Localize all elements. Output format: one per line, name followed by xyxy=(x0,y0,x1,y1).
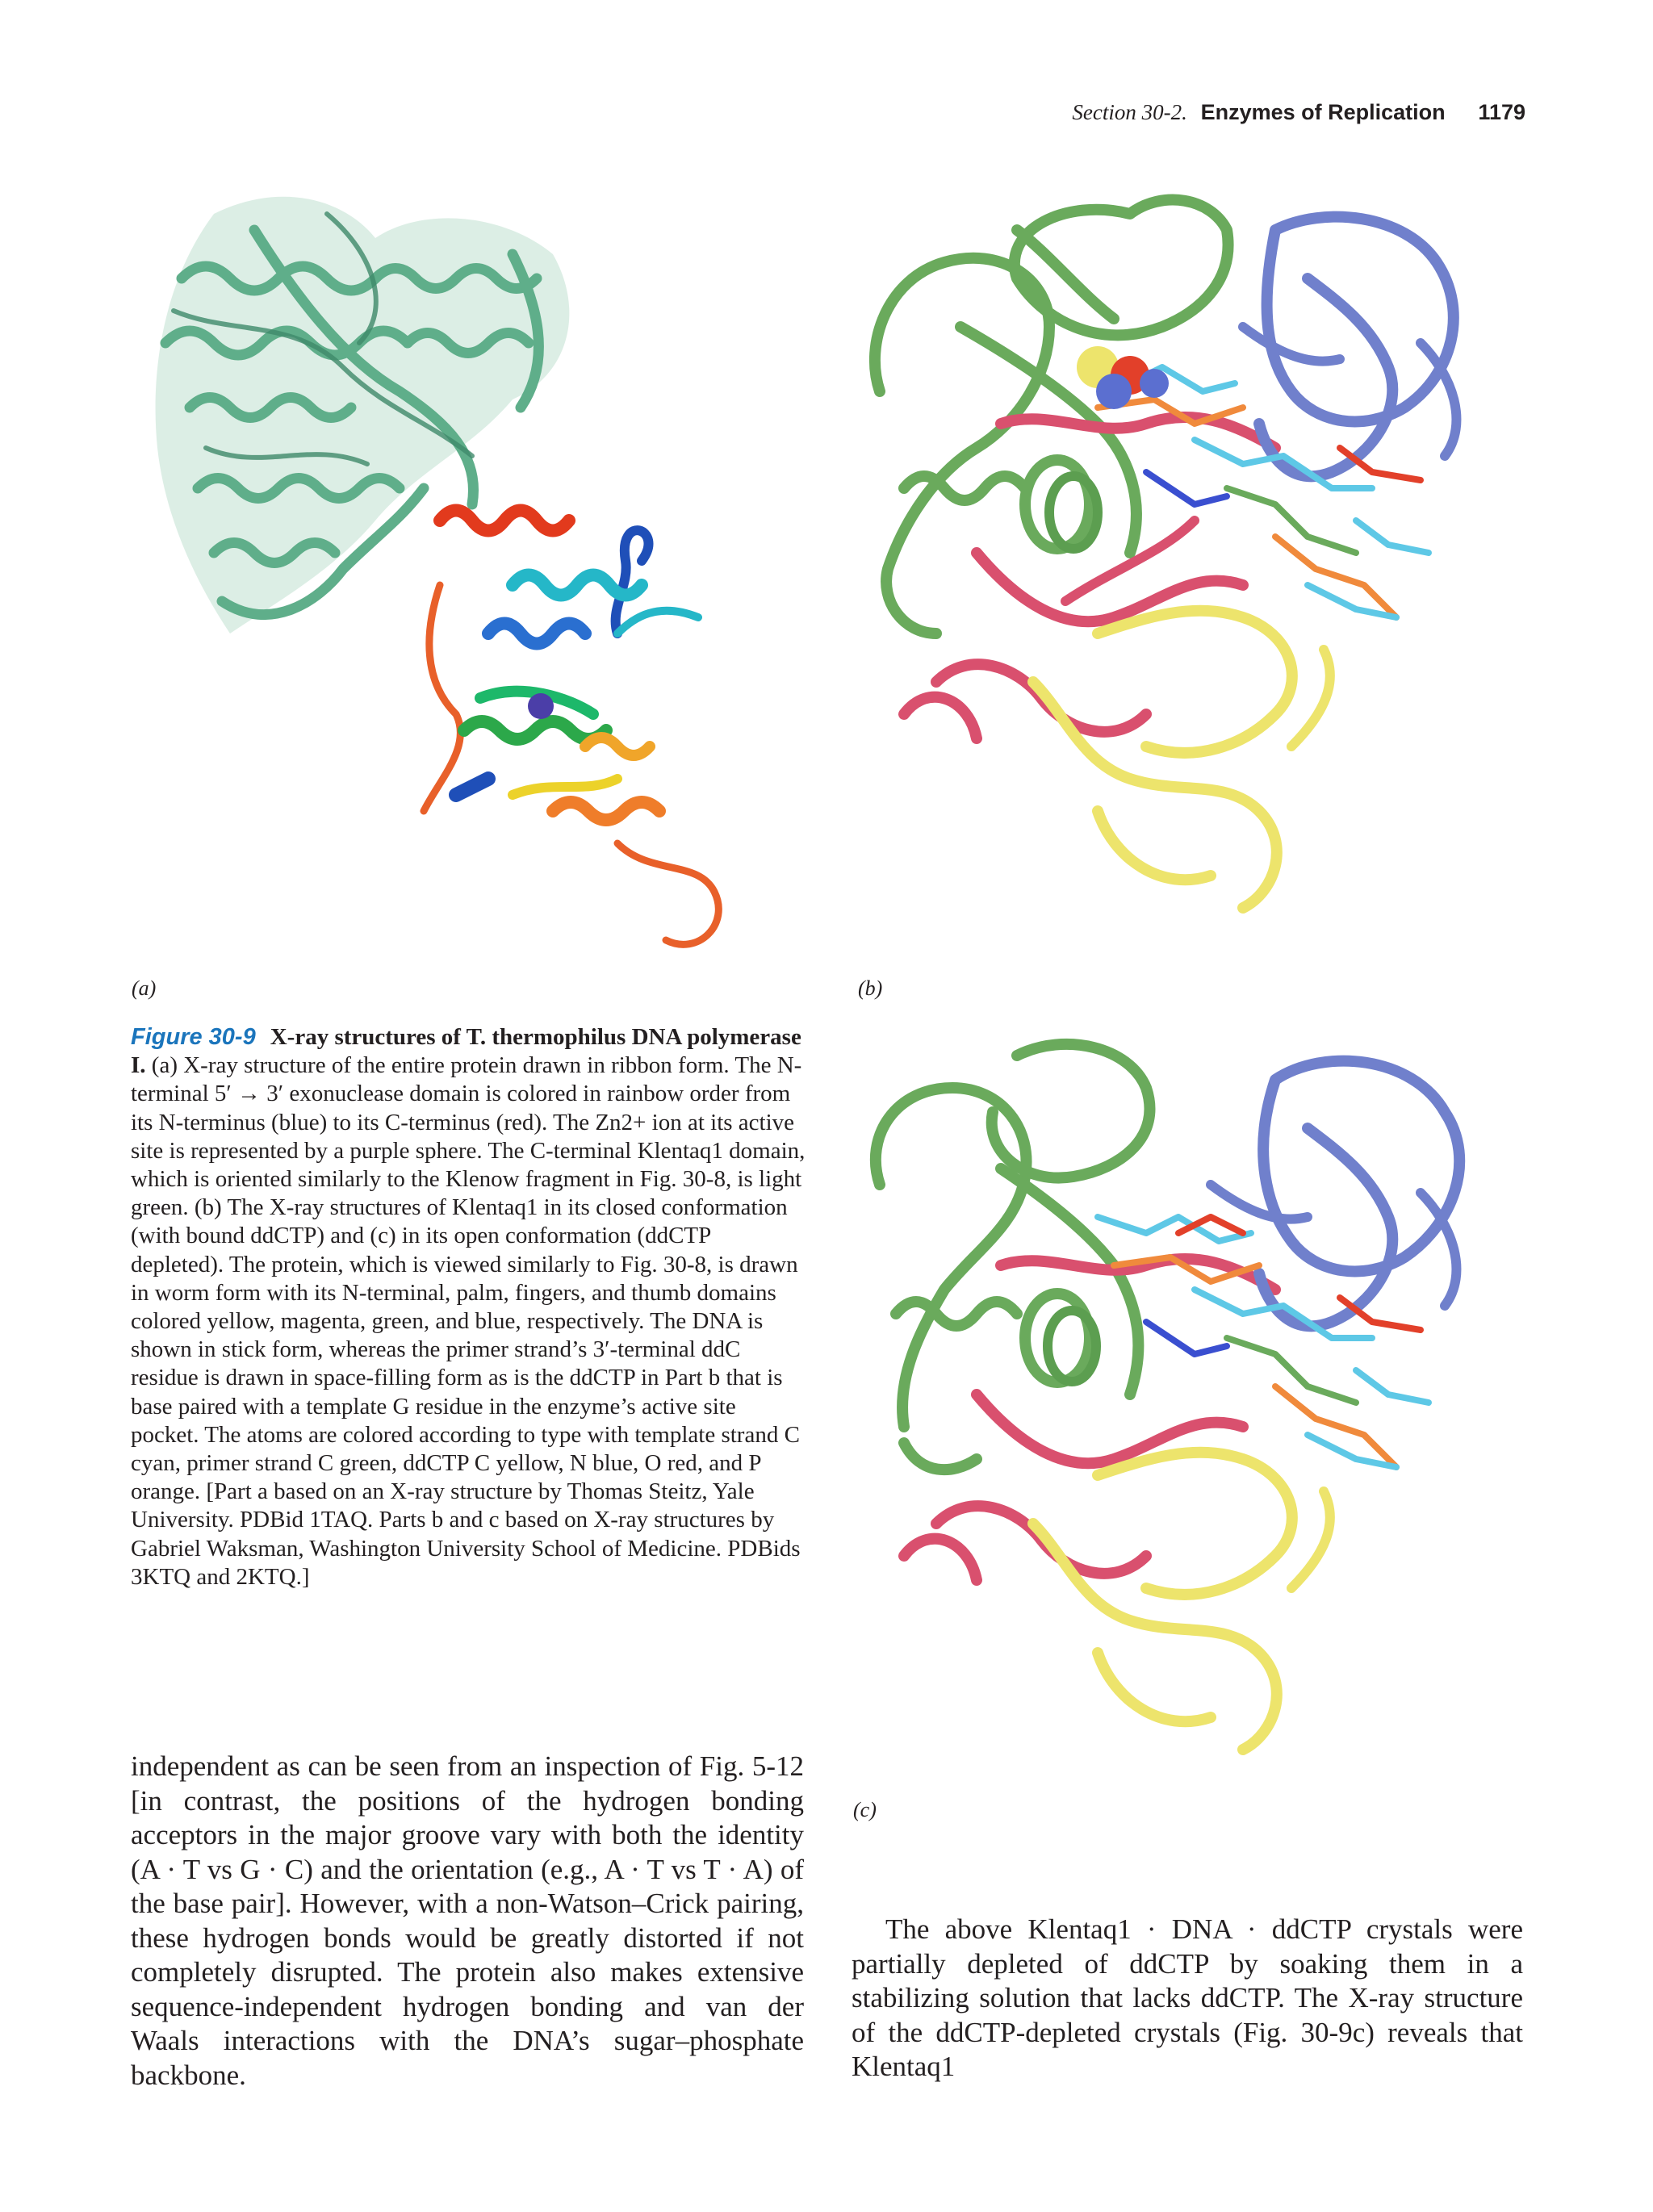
panel-b-label: (b) xyxy=(858,976,883,1000)
figure-panel-a xyxy=(133,182,811,989)
figure-caption-label: Figure 30-9 xyxy=(131,1024,256,1050)
body-text-left-column: independent as can be seen from an inspection of Fig. 5-12 [in contrast, the positions of the hydrogen bonding acceptors in the major groove vary with both the identity (A · T vs G · C) and the orientation (e.g., A · T vs T · A) of the base pair]. However, with a non-Watson–Crick pairing, these hydrogen bonds would be greatly distorted if not completely disrupted. The protein also makes extensive sequence-independent hydrogen bonding and van der Waals interactions with the DNA’s sugar–phosphate backbone. xyxy=(131,1750,804,2091)
figure-panel-b xyxy=(856,182,1501,981)
worm-structure-closed-image xyxy=(856,182,1501,981)
ribbon-structure-image xyxy=(133,182,811,989)
page-number: 1179 xyxy=(1478,100,1525,124)
figure-caption-body: (a) X-ray structure of the entire protein drawn in ribbon form. The N-terminal 5′ → 3′ exonuclease domain is colored in rainbow order from its N-terminus (blue) to its C-terminus (red). The Zn2+ ion at its active site is represented by a purple sphere. The C-terminal Klentaq1 domain, which is oriented similarly to the Klenow fragment in Fig. 30-8, is light green. (b) The X-ray structures of Klentaq1 in its closed conformation (with bound ddCTP) and (c) in its open conformation (ddCTP depleted). The protein, which is viewed similarly to Fig. 30-8, is drawn in worm form with its N-terminal, palm, fingers, and thumb domains colored yellow, magenta, green, and blue, respectively. The DNA is shown in stick form, whereas the primer strand’s 3′-terminal ddC residue is drawn in space-filling form as is the ddCTP in Part b that is base paired with a template G residue in the enzyme’s active site pocket. The atoms are colored according to type with template strand C cyan, primer strand C green, ddCTP C yellow, N blue, O red, and P orange. [Part a based on an X-ray structure by Thomas Steitz, Yale University. PDBid 1TAQ. Parts b and c based on X-ray structures by Gabriel Waksman, Washington University School of Medicine. PDBids 3KTQ and 2KTQ.] xyxy=(131,1052,806,1590)
figure-caption-title: X-ray structures of T. thermophilus DNA polymerase I. xyxy=(131,1024,801,1079)
panel-a-label: (a) xyxy=(132,976,157,1000)
running-head xyxy=(936,100,1525,125)
figure-caption xyxy=(131,1023,809,1591)
section-title: Enzymes of Replication xyxy=(1200,100,1446,124)
body-text-right-column: The above Klentaq1 · DNA · ddCTP crystals were partially depleted of ddCTP by soaking them in a stabilizing solution that lacks ddCTP. The X-ray structure of the ddCTP-depleted crystals (Fig. 30-9c) reveals that Klentaq1 xyxy=(852,1913,1523,2082)
worm-structure-open-image xyxy=(856,1023,1501,1822)
figure-panel-c xyxy=(856,1023,1501,1822)
panel-c-label: (c) xyxy=(853,1798,877,1821)
section-label: Section 30-2. xyxy=(1072,100,1187,124)
